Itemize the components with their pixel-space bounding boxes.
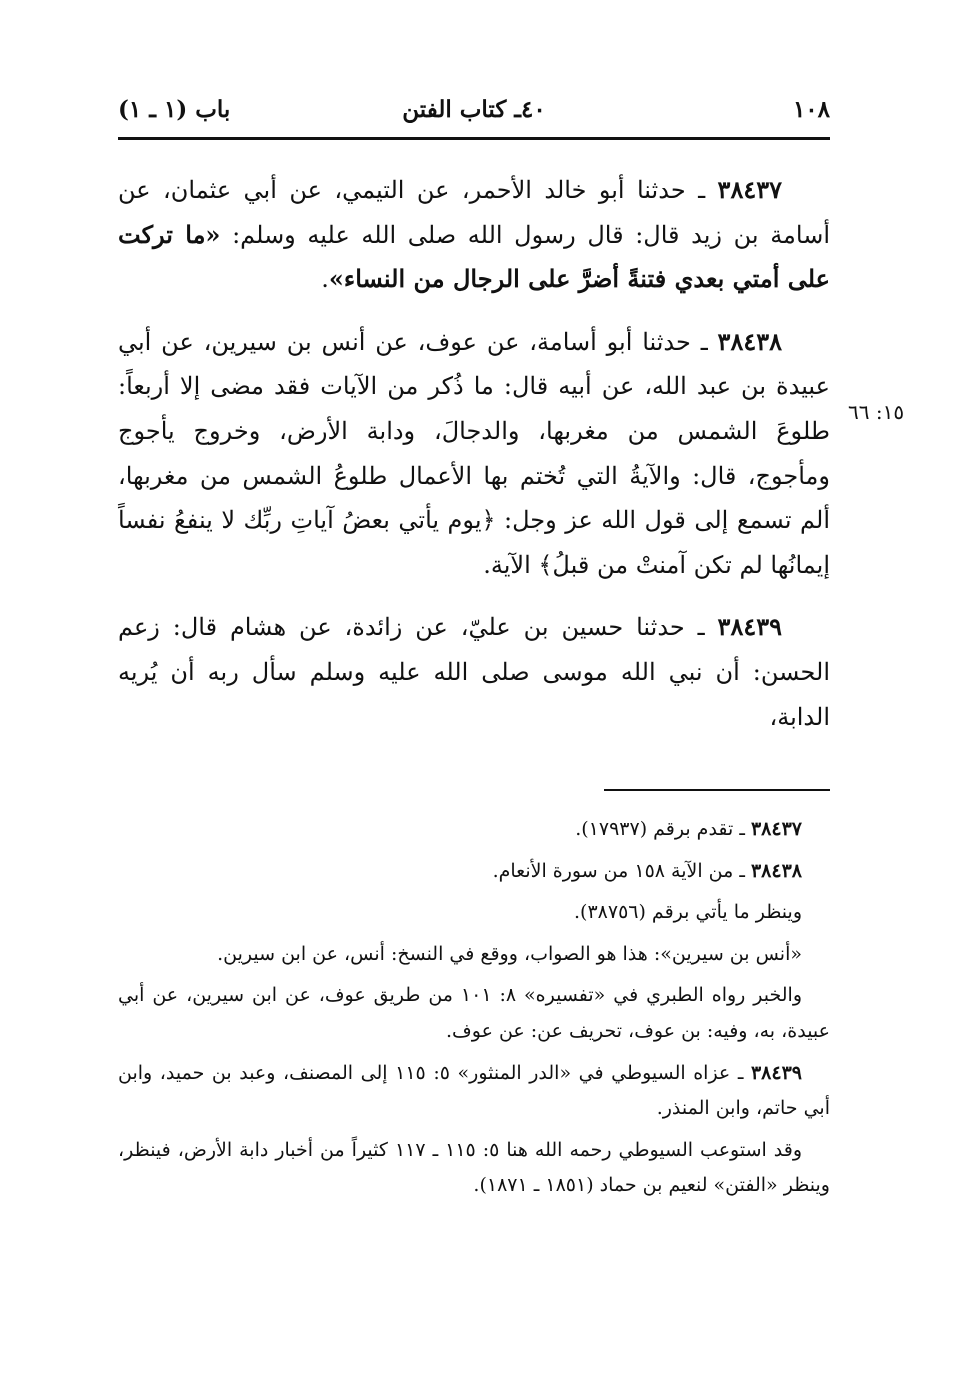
footnote-text: والخبر رواه الطبري في «تفسيره» ٨: ١٠١ من طريق عوف، عن ابن سيرين، عن أبي عبيدة، به، وفيه: بن عوف، تحريف عن: عن عوف. (118, 984, 830, 1042)
book-title: ٤٠ـ كتاب الفتن (402, 96, 546, 123)
footnote-text: «أنس بن سيرين»: هذا هو الصواب، ووقع في النسخ: أنس، عن ابن سيرين. (217, 942, 802, 965)
hadith-text: ـ حدثنا حسين بن عليّ، عن زائدة، عن هشام قال: زعم الحسن: أن نبي الله موسى صلى الله عليه وسلم سأل ربه أن يُريه الدابة، (118, 613, 830, 731)
footnote (118, 1056, 830, 1127)
footnote-text: وينظر ما يأتي برقم (٣٨٧٥٦). (574, 901, 802, 924)
footnote (118, 1133, 830, 1204)
margin-reference: ١٥: ٦٦ (848, 400, 905, 424)
footnotes (118, 812, 830, 1204)
hadith-text: ـ حدثنا أبو أسامة، عن عوف، عن أنس بن سيرين، عن أبي عبيدة بن عبد الله، عن أبيه قال: ما ذُكر من الآيات فقد مضى إلا أربعاً: طلوعَ الشمس من مغربها، والدجالَ، ودابة الأرض، وخروج يأجوج ومأجوج، قال: والآيةُ التي تُختم بها الأعمال طلوعُ الشمس من مغربها، ألم تسمع إلى قول الله عز وجل: ﴿يوم يأتي بعضُ آياتِ ربِّك لا ينفعُ نفساً إيمانُها لم تكن آمنتْ من قبلُ﴾ الآية. (118, 327, 830, 579)
footnote-text: وقد استوعب السيوطي رحمه الله هنا ٥: ١١٥ ـ ١١٧ كثيراً من أخبار دابة الأرض، فينظر، وينظر «الفتن» لنعيم بن حماد (١٨٥١ ـ ١٨٧١). (118, 1138, 830, 1197)
footnote (118, 978, 830, 1049)
page-number: ١٠٨ (792, 96, 830, 123)
footnote-number: ٣٨٤٣٨ (750, 859, 802, 882)
hadith-paragraph (118, 320, 830, 588)
chapter-label: باب (١ ـ ١) (118, 96, 231, 123)
footnote (118, 854, 830, 890)
footnote-text: ـ من الآية ١٥٨ من سورة الأنعام. (492, 859, 751, 882)
hadith-paragraph (118, 168, 830, 302)
running-header (118, 92, 830, 132)
footnote-text: ـ تقدم برقم (١٧٩٣٧). (575, 818, 751, 840)
footnote-number: ٣٨٤٣٧ (750, 818, 802, 840)
main-text (118, 168, 830, 739)
hadith-quote: «ما تركت على أمتي بعدي فتنةً أضرَّ على الرجال من النساء» (118, 219, 830, 294)
footnote (118, 812, 830, 848)
footnote (118, 895, 830, 931)
hadith-paragraph (118, 605, 830, 739)
hadith-text-end: . (321, 265, 329, 294)
footnote-rule (604, 789, 830, 791)
footnote-text: ـ عزاه السيوطي في «الدر المنثور» ٥: ١١٥ إلى المصنف، وعبد بن حميد، وابن أبي حاتم، وابن المنذر. (118, 1061, 830, 1120)
header-rule (118, 137, 830, 140)
footnote (118, 937, 830, 973)
hadith-number: ٣٨٤٣٨ (717, 326, 782, 356)
footnote-number: ٣٨٤٣٩ (750, 1061, 802, 1084)
hadith-number: ٣٨٤٣٩ (717, 612, 782, 642)
hadith-number: ٣٨٤٣٧ (717, 175, 782, 204)
hadith-text: ـ حدثنا أبو خالد الأحمر، عن التيمي، عن أبي عثمان، عن أسامة بن زيد قال: قال رسول الله صلى الله عليه وسلم: (118, 176, 830, 249)
